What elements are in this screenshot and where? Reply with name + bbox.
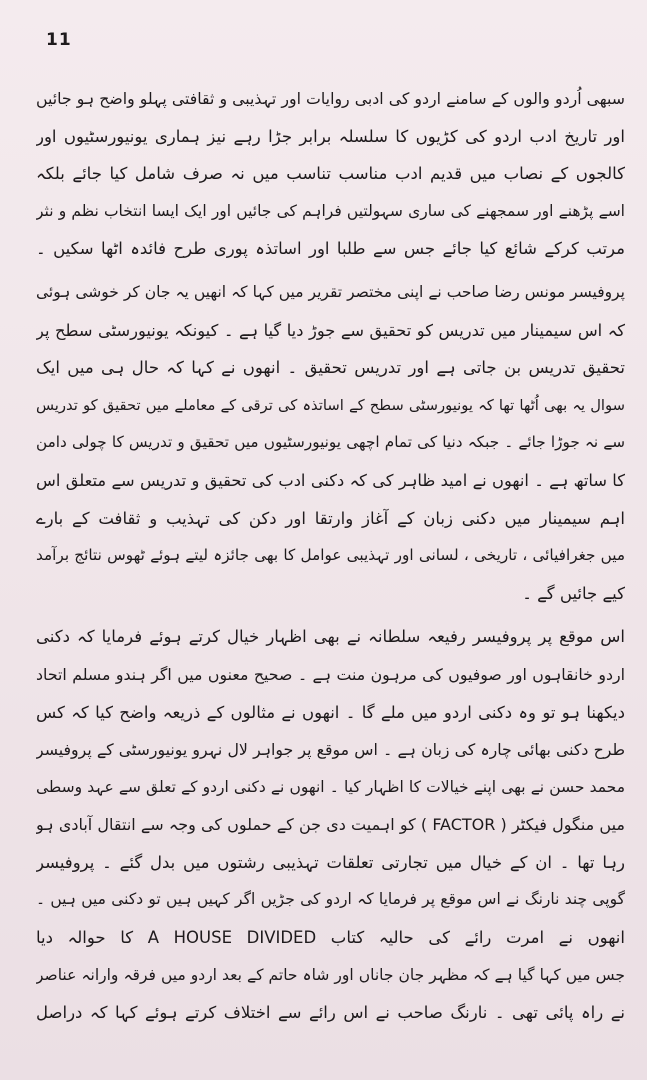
text-line: نے راہ پائی تھی ۔ نارنگ صاحب نے اس رائے سے اختلاف کرتے ہوئے کہا کہ دراصل — [36, 1003, 625, 1023]
text-line: سبھی اُردو والوں کے سامنے اردو کی ادبی روایات اور تہذیبی و ثقافتی پہلو واضح ہو جائیں — [36, 89, 625, 108]
text-line: کا ساتھ ہے ۔ انھوں نے امید ظاہر کی کہ دکنی ادب کی تحقیق و تدریس سے متعلق اس — [36, 470, 625, 490]
text-line: کہ اس سیمینار میں تدریس کو تحقیق سے جوڑ دیا گیا ہے ۔ کیونکہ یونیورسٹی سطح پر — [36, 320, 625, 340]
paragraph — [36, 80, 625, 268]
text-line: انھوں نے امرت رائے کی حالیہ کتاب A HOUSE DIVIDED کا حوالہ دیا — [36, 928, 625, 948]
text-line: دیکھنا ہو تو وہ دکنی اردو میں ملے گا ۔ انھوں نے مثالوں کے ذریعہ واضح کیا کہ کس — [36, 702, 625, 722]
text-line: کیے جائیں گے ۔ — [522, 583, 625, 603]
text-line: اردو خانقاہوں اور صوفیوں کی مرہون منت ہے ۔ صحیح معنوں میں اگر ہندو مسلم اتحاد — [36, 664, 625, 684]
text-line: تحقیق تدریس بن جاتی ہے اور تدریس تحقیق ۔ انھوں نے کہا کہ حال ہی میں ایک — [36, 358, 625, 378]
text-line: مرتب کرکے شائع کیا جائے جس سے طلبا اور اساتذہ پوری طرح فائدہ اٹھا سکیں ۔ — [36, 239, 625, 259]
text-line: میں منگول فیکٹر ( FACTOR ) کو اہمیت دی جن کے حملوں کی وجہ سے انتقال آبادی ہو — [36, 815, 625, 835]
text-line: رہا تھا ۔ ان کے خیال میں تجارتی تعلقات تہذیبی رشتوں میں بدل گئے ۔ پروفیسر — [36, 852, 625, 872]
text-line: محمد حسن نے بھی اپنے خیالات کا اظہار کیا ۔ انھوں نے دکنی اردو کے تعلق سے عہد وسطی — [36, 777, 625, 796]
text-line: اہم سیمینار میں دکنی زبان کے آغاز وارتقا اور دکن کی تہذیب و ثقافت کے بارے — [36, 508, 625, 528]
page-number: 11 — [46, 30, 72, 50]
body-text — [36, 80, 625, 1032]
text-line: گوپی چند نارنگ نے اس موقع پر فرمایا کہ اردو کی جڑیں اگر کہیں ہیں تو دکنی میں ہیں ۔ — [36, 890, 625, 909]
paragraph — [36, 274, 625, 612]
text-line: اور تاریخ ادب اردو کی کڑیوں کا سلسلہ برابر جڑا رہے نیز ہماری یونیورسٹیوں اور — [36, 126, 625, 146]
text-line: جس میں کہا گیا ہے کہ مظہر جان جاناں اور شاہ حاتم کے بعد اردو میں فرقہ وارانہ عناصر — [36, 965, 625, 984]
text-line: کالجوں کے نصاب میں قدیم ادب مناسب تناسب میں نہ صرف شامل کیا جائے بلکہ — [36, 164, 625, 184]
text-line: اس موقع پر پروفیسر رفیعہ سلطانہ نے بھی اظہار خیال کرتے ہوئے فرمایا کہ دکنی — [36, 627, 625, 647]
text-line: اسے پڑھنے اور سمجھنے کی ساری سہولتیں فراہم کی جائیں اور ایک ایسا انتخاب نظم و نثر — [36, 201, 625, 220]
text-line: سوال یہ بھی اُٹھا تھا کہ یونیورسٹی سطح کے اساتذہ کی ترقی کے معاملے میں تحقیق کو تدریس — [36, 396, 625, 414]
text-line: سے نہ جوڑا جائے ۔ جبکہ دنیا کی تمام اچھی یونیورسٹیوں میں تحقیق و تدریس کا چولی دامن — [36, 433, 625, 452]
paragraph — [36, 618, 625, 1032]
text-line: طرح دکنی بھائی چارہ کی زبان ہے ۔ اس موقع پر جواہر لال نہرو یونیورسٹی کے پروفیسر — [36, 740, 625, 760]
text-line: پروفیسر مونس رضا صاحب نے اپنی مختصر تقریر میں کہا کہ انھیں یہ جان کر خوشی ہوئی — [36, 282, 625, 301]
text-line: میں جغرافیائی ، تاریخی ، لسانی اور تہذیبی عوامل کا بھی جائزہ لیتے ہوئے ٹھوس نتائج برآمد — [36, 546, 625, 565]
